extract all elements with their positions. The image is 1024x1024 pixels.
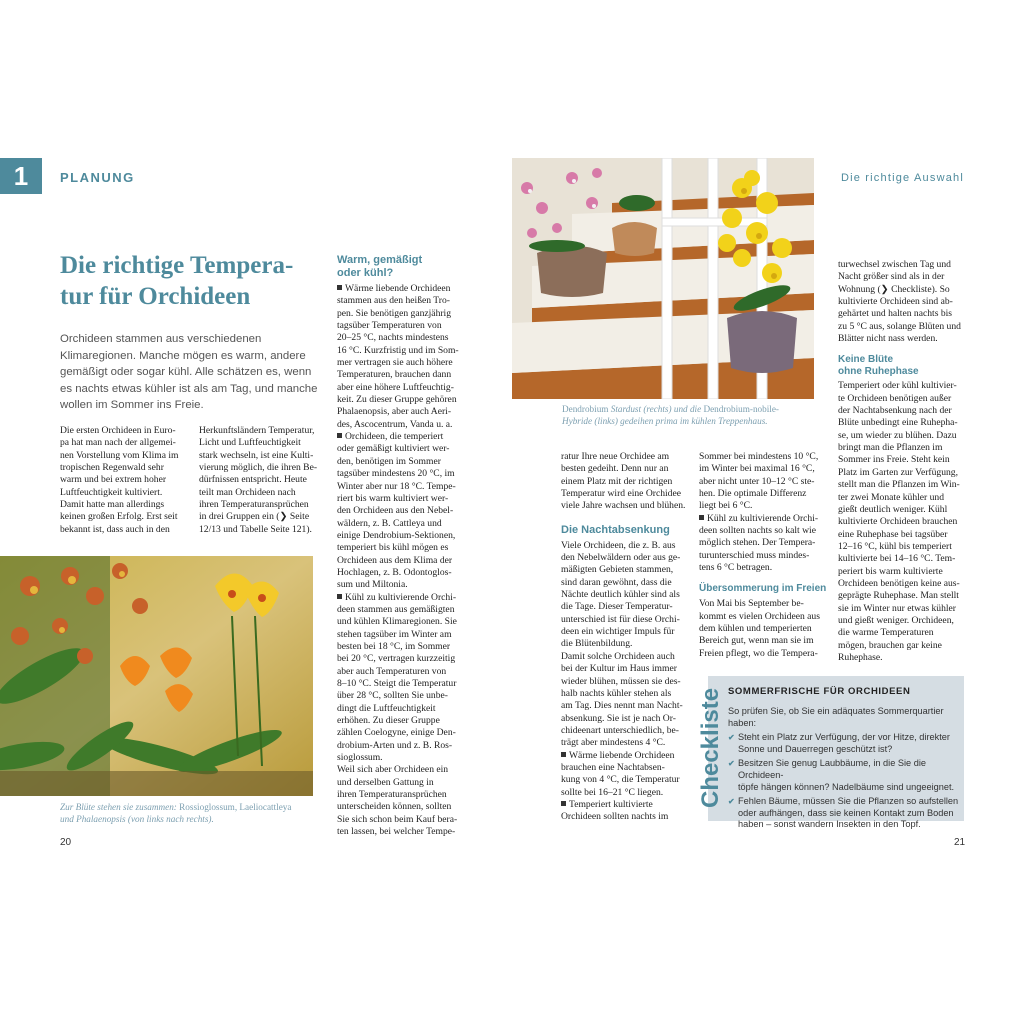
text-line: tagsüber mindestens 20 °C, im: [337, 468, 455, 480]
text-line: Luftfeuchtigkeit kultiviert.: [60, 486, 163, 498]
text-line: ratur Ihre neue Orchidee am: [561, 451, 670, 462]
text-line: Sommer ins Freie. Steht kein: [838, 454, 950, 466]
text-line: bekannt ist, dass auch in den: [60, 523, 170, 535]
text-line: Platz im Garten zur Verfügung,: [838, 466, 958, 478]
text-line: kommt es vielen Orchideen aus: [699, 610, 820, 622]
text-line: Wärme liebende Orchideen: [337, 283, 467, 295]
text-line: Ruhephase.: [838, 651, 883, 663]
text-line: sioglossum.: [337, 752, 383, 764]
text-line: in drei Gruppen ein (❯ Seite: [199, 511, 310, 523]
text-line: Orchideen benötigen keine aus-: [838, 577, 960, 589]
text-line: kultivierte Orchideen brauchen: [838, 516, 958, 528]
text-line: die Tage. Dieser Temperatur-: [561, 601, 673, 613]
text-line: und kühlen Klimaregionen. Sie: [337, 616, 457, 628]
text-line: vierung möglich, die ihren Be-: [199, 462, 318, 474]
text-line: stark wechseln, ist eine Kulti-: [199, 449, 314, 461]
text-line: besten gedeiht. Denn nur an: [561, 463, 669, 475]
text-line: riert bis warm kultiviert wer-: [337, 492, 449, 504]
text-line: kultivierte Orchideen sind ab-: [838, 296, 953, 308]
text-line: tropischen Regenwald sehr: [60, 462, 164, 474]
text-line: Sie sich schon beim Kauf bera-: [337, 813, 458, 825]
text-line: se, um wieder zu blühen. Dazu: [838, 429, 957, 441]
checklist-item-line: Steht ein Platz zur Verfügung, der vor Hitze, direkter: [738, 732, 950, 743]
checkmark-icon: ✔: [728, 797, 735, 807]
left-column-1: [60, 425, 190, 536]
text-line: Licht und Luftfeuchtigkeit: [199, 437, 301, 449]
text-line: erhöhen. Zu dieser Gruppe: [337, 715, 440, 727]
text-line: geprägte Ruhephase. Man stellt: [838, 590, 959, 602]
checklist-item-line: töpfe hängen können? Nadelbäume sind ungeeignet.: [738, 781, 955, 792]
text-line: trägt aber mindestens 4 °C.: [561, 737, 666, 749]
text-line: hen. Die optimale Differenz: [699, 488, 807, 500]
subhead-ruhephase: [838, 354, 968, 378]
text-line: mer vertragen sie auch höhere: [337, 357, 453, 369]
section-label: PLANUNG: [60, 170, 135, 185]
text-line: Blüte unbedingt eine Ruhepha-: [838, 417, 958, 429]
text-line: Temperiert oder kühl kultivier-: [838, 380, 957, 392]
subhead-warm: [337, 254, 467, 280]
text-line: Von Mai bis September be-: [699, 598, 804, 610]
text-line: zu 5 °C aus, solange Blüten und: [838, 320, 961, 332]
text-line: Damit hatte man allerdings: [60, 499, 165, 511]
text-line: viele Jahre wachsen und blühen.: [561, 500, 686, 512]
text-line: Wohnung (❯ Checkliste). So: [838, 283, 950, 295]
text-line: te Orchideen benötigen außer: [838, 392, 952, 404]
text-line: stehen tagsüber im Winter am: [337, 628, 452, 640]
text-line: Orchideen aus dem Klima der: [337, 554, 453, 566]
subhead-warm-line2: oder kühl?: [337, 267, 394, 279]
text-line: einige Dendrobium-Sektionen,: [337, 529, 456, 541]
text-line: den Nebelwäldern oder aus ge-: [561, 552, 681, 564]
left-caption-upright: Rossioglossum, Laeliocattleya: [176, 802, 292, 812]
text-line: gießt deutlich weniger. Kühl: [838, 503, 948, 515]
text-line: Orchideen sollten nachts im: [561, 811, 669, 823]
text-line: der Nachtabsenkung nach der: [838, 405, 952, 417]
text-line: sum und Miltonia.: [337, 579, 408, 591]
text-line: ihren Temperaturansprüchen: [337, 789, 447, 801]
right-col3-bottom: [838, 380, 968, 664]
text-line: im Winter bei maximal 16 °C,: [699, 463, 815, 475]
bullet-square-icon: [337, 285, 342, 290]
text-line: aber eine höhere Luftfeuchtig-: [337, 381, 454, 393]
text-line: Sommer bei mindestens 10 °C,: [699, 451, 819, 462]
text-line: teilt man Orchideen nach: [199, 486, 296, 498]
text-line: deen ein wichtiger Impuls für: [561, 626, 675, 638]
text-line: wäldern, z. B. Cattleya und: [337, 517, 442, 529]
page-number-left: 20: [60, 837, 72, 848]
text-line: turunterschied muss mindes-: [699, 549, 810, 561]
text-line: pa hat man nach der allgemei-: [60, 437, 176, 449]
checklist-intro: So prüfen Sie, ob Sie ein adäquates Sommerquartier haben:: [728, 706, 944, 728]
bullet-square-icon: [337, 433, 342, 438]
text-line: stammen aus den heißen Tro-: [337, 295, 450, 307]
right-column-3: [838, 259, 968, 664]
bullet-square-icon: [561, 752, 566, 757]
subhead-uebersommerung: Übersommerung im Freien: [699, 583, 827, 595]
text-line: Phalaenopsis, aber auch Aeri-: [337, 406, 452, 418]
text-line: keinen großen Erfolg. Erst seit: [60, 511, 178, 523]
left-caption-italic: Zur Blüte stehen sie zusammen:: [60, 802, 177, 812]
right-col1-top: [561, 451, 691, 513]
text-line: warm und bei extrem hoher: [60, 474, 167, 486]
checklist-content: [728, 706, 964, 831]
text-line: Damit solche Orchideen auch: [561, 650, 675, 662]
text-line: einem Platz mit der richtigen: [561, 475, 673, 487]
text-line: deen sollten nachts so kalt wie: [699, 525, 816, 537]
text-line: sie im Winter nur etwas kühler: [838, 602, 956, 614]
text-line: aber auch Temperaturen von: [337, 665, 447, 677]
checklist-item: [728, 796, 964, 831]
right-column-1: [561, 451, 691, 824]
text-line: über 28 °C, sollten Sie unbe-: [337, 690, 448, 702]
text-line: keit. Zu dieser Gruppe gehören: [337, 394, 457, 406]
text-line: bei 20 °C, vertragen kurzzeitig: [337, 653, 456, 665]
text-line: bringt man die Pflanzen im: [838, 442, 943, 454]
text-line: brauchen eine Nachtabsen-: [561, 761, 665, 773]
subhead-nachtabsenkung: Die Nachtabsenkung: [561, 523, 670, 536]
checklist-item: [728, 758, 964, 793]
text-line: ten lassen, bei welcher Tempe-: [337, 826, 456, 838]
left-caption-line1: [60, 801, 320, 813]
checkmark-icon: ✔: [728, 759, 735, 769]
text-line: am Tag. Dies nennt man Nacht-: [561, 700, 683, 712]
text-line: Blätter nicht nass werden.: [838, 333, 938, 345]
text-line: Nacht größer sind als in der: [838, 271, 945, 283]
warm-section: [337, 254, 467, 838]
text-line: Orchideen, die temperiert: [337, 431, 467, 443]
text-line: den, benötigen im Sommer: [337, 455, 441, 467]
text-line: tens 6 °C betragen.: [699, 562, 773, 574]
text-line: deen stammen aus gemäßigten: [337, 603, 455, 615]
text-line: kung von 4 °C, die Temperatur: [561, 774, 680, 786]
chapter-number: 1: [13, 160, 29, 191]
text-line: dingt die Luftfeuchtigkeit: [337, 702, 436, 714]
text-line: unterschied ist für diese Orchi-: [561, 613, 680, 625]
text-line: zählen Coelogyne, einige Den-: [337, 727, 456, 739]
text-line: eine Ruhephase bei tagsüber: [838, 528, 948, 540]
text-line: 12/13 und Tabelle Seite 121).: [199, 523, 312, 535]
text-line: Temperatur wird eine Orchidee: [561, 488, 681, 500]
text-line: turwechsel zwischen Tag und: [838, 259, 951, 270]
staircase-photo: [512, 158, 814, 399]
text-line: liegt bei 6 °C.: [699, 500, 753, 512]
text-line: Herkunftsländern Temperatur,: [199, 425, 315, 436]
text-line: wieder blühen, müssen sie des-: [561, 675, 681, 687]
text-line: Temperaturen, brauchen dann: [337, 369, 452, 381]
text-line: sollte bei 16–21 °C liegen.: [561, 786, 664, 798]
text-line: temperiert bis kühl mögen es: [337, 542, 449, 554]
title-line-1: Die richtige Tempera-: [60, 252, 294, 279]
text-line: Bereich gut, wenn man sie im: [699, 635, 814, 647]
bullet-square-icon: [337, 594, 342, 599]
text-line: kultivierte bei 14–16 °C. Tem-: [838, 553, 956, 565]
text-line: mögen, brauchen gar keine: [838, 639, 942, 651]
text-line: nen Vorstellung vom Klima im: [60, 449, 179, 461]
text-line: Die ersten Orchideen in Euro-: [60, 425, 176, 436]
text-line: drobium-Arten und z. B. Ros-: [337, 739, 453, 751]
page-title: [60, 250, 330, 312]
orchid-photo-illustration: [0, 556, 313, 796]
text-line: unterscheiden können, sollten: [337, 801, 452, 813]
left-column-2: [199, 425, 329, 536]
text-line: Freien pflegt, wo die Tempera-: [699, 647, 818, 659]
text-line: mäßigten Gebieten stammen,: [561, 564, 674, 576]
text-line: periert bis warm kultivierte: [838, 565, 943, 577]
text-line: pen. Sie benötigen ganzjährig: [337, 307, 452, 319]
text-line: und gießt weniger. Orchideen,: [838, 614, 954, 626]
right-caption-line1: [562, 403, 822, 415]
bullet-square-icon: [699, 515, 704, 520]
checklist-items: [728, 732, 964, 831]
text-line: dürfnissen entspricht. Heute: [199, 474, 307, 486]
lead-paragraph: Orchideen stammen aus verschiedenen Klimaregionen. Manche mögen es warm, andere gemäßigt oder sogar kühl. Alle schätzen es, wenn es nachts etwas kühler ist als am Tag, und manche wollen im Sommer ins Freie.: [60, 333, 318, 411]
title-line-2: tur für Orchideen: [60, 283, 251, 310]
right-caption-a: Dendrobium: [562, 404, 611, 414]
text-line: des, Ascocentrum, Vanda u. a.: [337, 418, 453, 430]
checklist-vertical-text: Checkliste: [697, 687, 724, 808]
text-line: sind daran gewöhnt, dass die: [561, 576, 672, 588]
text-line: und derselben Gattung in: [337, 776, 434, 788]
checklist-item-line: Sonne und Dauerregen geschützt ist?: [738, 743, 893, 754]
subhead-ruhephase-line2: ohne Ruhephase: [838, 366, 919, 378]
text-line: halb nachts kühler stehen als: [561, 687, 672, 699]
subhead-warm-line1: Warm, gemäßigt: [337, 254, 423, 266]
orchid-photo-left: [0, 556, 313, 796]
staircase-photo-illustration: [512, 158, 814, 399]
text-line: den Orchideen aus den Nebel-: [337, 505, 454, 517]
text-line: Kühl zu kultivierende Orchi-: [337, 592, 467, 604]
checklist-title: SOMMERFRISCHE FÜR ORCHIDEEN: [728, 686, 911, 697]
checklist-item: [728, 732, 964, 755]
text-line: Nächte deutlich kühler sind als: [561, 589, 680, 601]
bullet-square-icon: [561, 801, 566, 806]
text-line: Hochlagen, z. B. Odontoglos-: [337, 566, 452, 578]
text-line: bei der Kultur im Haus immer: [561, 663, 677, 675]
text-line: Kühl zu kultivierende Orchi-: [699, 513, 831, 525]
text-line: absenkung. Sie ist je nach Or-: [561, 712, 676, 724]
checkmark-icon: ✔: [728, 733, 735, 743]
text-line: Weil sich aber Orchideen ein: [337, 764, 449, 776]
checklist-vertical-label: [690, 686, 730, 810]
running-head: Die richtige Auswahl: [840, 172, 964, 184]
text-line: 20–25 °C, nachts mindestens: [337, 332, 449, 344]
text-line: ter zwei Monate kühler und: [838, 491, 945, 503]
text-line: die Blütenbildung.: [561, 638, 633, 650]
checklist-item-line: Besitzen Sie genug Laubbäume, in die Sie die Orchideen-: [738, 758, 926, 780]
left-photo-caption: [60, 801, 320, 825]
right-col2-top: [699, 451, 831, 574]
chapter-number-box: [0, 158, 42, 194]
right-column-2: [699, 451, 831, 660]
checklist-item-line: oder aufhängen, dass sie keinen Kontakt zum Boden: [738, 807, 954, 818]
text-line: chideenart unterschiedlich, be-: [561, 724, 680, 736]
right-caption-b: Stardust (rechts) und die: [610, 404, 702, 414]
text-line: Wärme liebende Orchideen: [561, 750, 691, 762]
left-column-3: [337, 283, 467, 838]
text-line: stellt man die Pflanzen im Win-: [838, 479, 960, 491]
right-col1-bottom: [561, 540, 691, 824]
text-line: aber nicht unter 10–12 °C ste-: [699, 475, 815, 487]
page-number-right: 21: [954, 837, 966, 848]
text-line: oder gemäßigt kultiviert wer-: [337, 443, 450, 455]
text-line: Temperiert kultivierte: [561, 799, 691, 811]
text-line: Winter aber nur 18 °C. Tempe-: [337, 480, 456, 492]
text-line: 12–16 °C, kühl bis temperiert: [838, 540, 952, 552]
text-line: ihren Temperaturansprüchen: [199, 499, 309, 511]
checklist-item-line: haben – sonst wandern Insekten in den Topf.: [738, 819, 921, 830]
right-col3-top: [838, 259, 968, 345]
right-caption-c: Dendrobium-nobile-: [701, 404, 779, 414]
right-caption-line2: Hybride (links) gedeihen prima im kühlen Treppenhaus.: [562, 416, 768, 426]
text-line: möglich stehen. Der Tempera-: [699, 537, 816, 549]
text-line: dem kühlen und temperierten: [699, 623, 812, 635]
right-photo-caption: [562, 403, 822, 427]
text-line: 16 °C. Kurzfristig und im Som-: [337, 344, 459, 356]
subhead-ruhephase-line1: Keine Blüte: [838, 354, 894, 366]
text-line: tagsüber Temperaturen von: [337, 320, 442, 332]
checklist-item-line: Fehlen Bäume, müssen Sie die Pflanzen so aufstellen: [738, 796, 959, 807]
left-caption-line2: und Phalaenopsis (von links nach rechts).: [60, 814, 214, 824]
right-col2-bottom: [699, 598, 831, 660]
text-line: Viele Orchideen, die z. B. aus: [561, 539, 676, 551]
text-line: gehärtet und halten nachts bis: [838, 308, 953, 320]
text-line: 8–10 °C. Steigt die Temperatur: [337, 678, 457, 689]
text-line: besten bei 18 °C, im Sommer: [337, 640, 451, 652]
text-line: die warme Temperaturen: [838, 627, 934, 639]
